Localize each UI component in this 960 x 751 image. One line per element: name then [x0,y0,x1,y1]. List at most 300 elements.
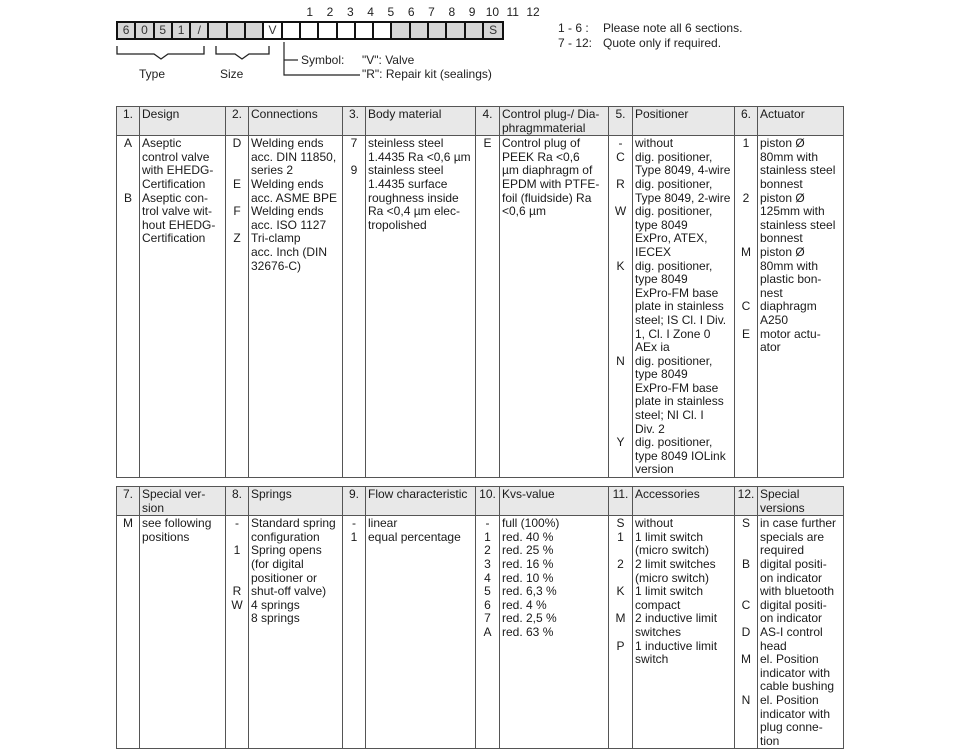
code-cell [356,23,374,38]
option-description-line: bonnest [760,231,803,246]
option-code-spacer [735,708,757,722]
option-description-line: A250 [760,312,789,327]
option-description-line: acc. ISO 1127 [251,217,327,232]
options-table-sections-7-12 [116,486,844,749]
option-code-spacer [117,151,139,165]
note-range-1: 1 - 6 : [558,21,589,35]
option-code: - [485,516,490,531]
option-description-line: switch [635,652,669,667]
option-code-spacer [476,178,499,192]
option-description-line: indicator with [760,665,831,680]
code-cell: V [264,23,282,38]
option-description-line: with EHEDG- [142,163,214,178]
option-description-line: control valve [142,149,210,164]
option-code: Y [616,435,625,450]
option-codes [609,136,633,478]
option-description-line: Type 8049, 4-wire [635,163,731,178]
option-description-line: type 8049 [635,367,688,382]
option-code-spacer [609,300,632,314]
option-description-line: AEx ia [635,340,670,355]
option-description-line: plug conne- [760,720,823,735]
table-header-row [117,107,844,136]
section-number: 4. [476,107,500,136]
section-title: Design [140,107,226,136]
option-code-spacer [609,192,632,206]
option-description-line: switches [635,624,682,639]
option-description-line: configuration [251,529,320,544]
section-title: Special versions [758,487,844,516]
code-cell [466,23,484,38]
size-label: Size [220,67,244,81]
option-description-line: compact [635,597,681,612]
section-number: 8. [226,487,249,516]
option-code-spacer [226,572,248,586]
code-cell: 0 [136,23,154,38]
option-description-line: steel; IS Cl. I Div. [635,312,727,327]
option-description-line: dig. positioner, [635,258,713,273]
code-cell: 1 [173,23,191,38]
option-description-line: red. 16 % [502,556,554,571]
option-code-spacer [735,667,757,681]
option-codes [476,516,500,749]
option-description-line: on indicator [760,570,823,585]
option-code: 9 [350,163,358,178]
section-number: 7. [117,487,140,516]
option-description-line: 1 limit switch [635,529,704,544]
option-description-line: Welding ends [251,136,324,151]
symbol-repair-text: "R": Repair kit (sealings) [362,67,492,81]
option-code: E [741,326,750,341]
option-description-line: red. 4 % [502,597,547,612]
option-code-spacer [609,599,632,613]
option-codes [476,136,500,478]
type-bracket-icon [116,44,206,62]
option-description-line: positioner or [251,570,318,585]
option-description-line: PEEK Ra <0,6 [502,149,580,164]
option-code: 1 [350,529,358,544]
option-code: A [483,624,492,639]
code-cell [283,23,301,38]
option-description-line: steinless steel [368,136,444,151]
option-description-line: 2 inductive limit [635,611,718,626]
option-description-line: see following [142,516,212,531]
option-description-line: 125mm with [760,204,825,219]
option-description-line: 1.4435 Ra <0,6 µm [368,149,471,164]
option-description-line: foil (fluidside) Ra [502,190,592,205]
code-cell [392,23,410,38]
option-code-spacer [609,164,632,178]
option-description-line: red. 63 % [502,624,554,639]
option-code-spacer [343,205,365,219]
section-title: Body material [366,107,476,136]
option-code: 7 [350,136,358,151]
option-code: C [616,149,625,164]
option-code-spacer [735,721,757,735]
section-title: Special ver-sion [140,487,226,516]
option-description-line: 8 springs [251,611,300,626]
option-code: 2 [617,556,624,571]
option-code: 1 [233,543,241,558]
option-code-spacer [226,558,248,572]
option-code: 6 [484,597,491,612]
option-code: W [614,204,627,219]
option-descriptions [249,516,343,749]
option-code-spacer [117,531,139,545]
option-code-spacer [735,735,757,749]
code-cell [374,23,392,38]
position-number: 3 [346,5,354,19]
section-title: Kvs-value [500,487,609,516]
option-code-spacer [476,205,499,219]
option-code-spacer [609,423,632,437]
option-code-spacer [735,260,757,274]
option-codes [117,516,140,749]
option-description-line: Aseptic con- [142,190,209,205]
code-cell: 5 [155,23,173,38]
option-code: P [616,638,625,653]
option-description-line: 4 springs [251,597,300,612]
section-number: 3. [343,107,366,136]
option-code: M [123,516,133,531]
option-description-line: 1 inductive limit [635,638,718,653]
position-number: 6 [407,5,415,19]
position-number: 1 [306,5,314,19]
option-description-line: stainless steel [760,217,836,232]
option-description-line: plate in stainless [635,394,724,409]
option-description-line: trol valve wit- [142,204,213,219]
option-code-spacer [735,640,757,654]
option-code: F [233,204,241,219]
option-code-spacer [226,164,248,178]
position-number: 4 [367,5,374,19]
option-code-spacer [609,382,632,396]
option-code-spacer [609,395,632,409]
option-description-line: diaphragm [760,299,817,314]
option-code-spacer [609,626,632,640]
option-description-line: type 8049 [635,217,688,232]
option-description-line: acc. ASME BPE [251,190,338,205]
option-description-line: full (100%) [502,516,560,531]
option-code-spacer [735,151,757,165]
option-code-spacer [609,219,632,233]
section-title: Control plug-/ Dia-phragmmaterial [500,107,609,136]
option-descriptions [758,136,844,478]
option-code: 1 [484,529,491,544]
option-code: 1 [617,529,624,544]
option-description-line: 32676-C) [251,258,302,273]
option-descriptions [249,136,343,478]
code-cell [429,23,447,38]
position-number: 11 [506,5,519,19]
option-description-line: piston Ø [760,190,805,205]
option-description-line: version [635,462,674,477]
section-title: Connections [249,107,343,136]
option-description-line: Type 8049, 2-wire [635,190,731,205]
section-number: 2. [226,107,249,136]
option-description-line: (for digital [251,556,304,571]
note-text-2: Quote only if required. [603,36,722,50]
code-cell: / [191,23,209,38]
option-description-line: stainless steel [760,163,836,178]
option-description-line: Standard spring [251,516,336,531]
option-code: D [232,136,242,151]
option-descriptions [500,136,609,478]
option-code: N [741,692,751,707]
position-number: 8 [448,5,456,19]
option-code-spacer [609,341,632,355]
option-description-line: linear [368,516,398,531]
option-description-line: steel; NI Cl. I [635,408,704,423]
option-description-line: head [760,638,787,653]
option-code-spacer [609,328,632,342]
option-code-spacer [476,164,499,178]
option-description-line: Div. 2 [635,421,665,436]
option-code-spacer [735,273,757,287]
size-bracket-icon [215,44,271,62]
option-code-spacer [735,314,757,328]
option-description-line: in case further [760,516,837,531]
option-description-line: piston Ø [760,136,805,151]
section-number: 11. [609,487,633,516]
option-description-line: equal percentage [368,529,461,544]
code-cell [338,23,356,38]
option-description-line: digital positi- [760,556,827,571]
option-code-spacer [117,178,139,192]
option-description-line: cable bushing [760,679,835,694]
option-code-spacer [735,232,757,246]
option-description-line: AS-I control [760,624,823,639]
option-code: 5 [484,584,491,599]
option-code-spacer [735,205,757,219]
option-descriptions [633,136,735,478]
option-code-spacer [476,192,499,206]
option-description-line: dig. positioner, [635,353,713,368]
option-description-line: Certification [142,231,206,246]
option-description-line: el. Position [760,692,819,707]
option-code: D [741,624,751,639]
table-header-row [117,487,844,516]
option-description-line: roughness inside [368,190,459,205]
position-number: 5 [387,5,395,19]
option-description-line: red. 2,5 % [502,611,557,626]
option-code-spacer [609,653,632,667]
option-code-spacer [226,246,248,260]
option-description-line: red. 25 % [502,543,554,558]
option-description-line: Control plug of [502,136,581,151]
section-number: 1. [117,107,140,136]
option-code: 7 [484,611,491,626]
option-code: 2 [484,543,491,558]
section-number: 5. [609,107,633,136]
option-codes [226,516,249,749]
option-descriptions [140,136,226,478]
option-description-line: motor actu- [760,326,821,341]
option-description-line: Tri-clamp [251,231,301,246]
option-description-line: digital positi- [760,597,827,612]
option-codes [226,136,249,478]
type-label: Type [139,67,166,81]
option-description-line: dig. positioner, [635,204,713,219]
option-description-line: bonnest [760,176,803,191]
option-code-spacer [343,178,365,192]
table-body-row [117,516,844,749]
section-number: 10. [476,487,500,516]
option-code-spacer [735,164,757,178]
option-description-line: Certification [142,176,206,191]
option-description-line: dig. positioner, [635,176,713,191]
option-description-line: Ra <0,4 µm elec- [368,204,460,219]
position-number: 12 [526,5,540,19]
code-cell [447,23,465,38]
option-description-line: acc. Inch (DIN [251,244,328,259]
code-cell [301,23,319,38]
section-title: Flow characteristic [366,487,476,516]
option-description-line: red. 40 % [502,529,554,544]
option-code: K [616,258,625,273]
option-description-line: (micro switch) [635,570,709,585]
note-text-1: Please note all 6 sections. [603,21,743,35]
option-code-spacer [117,219,139,233]
option-code-spacer [343,151,365,165]
option-code-spacer [735,585,757,599]
option-code-spacer [735,544,757,558]
option-code-spacer [476,151,499,165]
option-code: E [483,136,492,151]
option-code-spacer [609,232,632,246]
option-code-spacer [735,341,757,355]
option-descriptions [366,516,476,749]
symbol-label: Symbol: [301,53,345,67]
code-cell [411,23,429,38]
option-description-line: IECEX [635,244,672,259]
option-description-line: ExPro, ATEX, [635,231,708,246]
option-description-line: tropolished [368,217,427,232]
option-description-line: ExPro-FM base [635,380,719,395]
option-descriptions [366,136,476,478]
option-code: N [616,353,625,368]
code-cell [228,23,246,38]
option-description-line: specials are [760,529,825,544]
option-description-line: plate in stainless [635,299,724,314]
option-code: R [232,584,242,599]
option-description-line: <0,6 µm [502,204,546,219]
option-code-spacer [117,232,139,246]
option-code: M [615,611,626,626]
option-description-line: 2 limit switches [635,556,716,571]
options-table-sections-1-6 [116,106,844,478]
option-code-spacer [226,260,248,274]
option-description-line: type 8049 IOLink [635,448,726,463]
option-description-line: on indicator [760,611,823,626]
option-code: M [741,244,751,259]
option-code-spacer [343,192,365,206]
option-code-spacer [609,368,632,382]
option-description-line: tion [760,733,780,748]
option-code-spacer [735,572,757,586]
position-number: 9 [468,5,476,19]
option-description-line: series 2 [251,163,294,178]
option-description-line: ator [760,340,781,355]
option-code-spacer [226,531,248,545]
code-cell [319,23,337,38]
table-body-row [117,136,844,478]
option-description-line: hout EHEDG- [142,217,216,232]
option-description-line: 80mm with [760,149,819,164]
option-description-line: Welding ends [251,204,324,219]
option-code: C [741,299,751,314]
option-description-line: el. Position [760,652,819,667]
option-code-spacer [735,287,757,301]
option-code: M [741,652,751,667]
code-cell: 6 [118,23,136,38]
option-code-spacer [226,151,248,165]
order-code-strip [116,21,504,40]
symbol-valve-text: "V": Valve [362,53,415,67]
option-code-spacer [117,205,139,219]
option-description-line: positions [142,529,190,544]
option-codes [735,516,758,749]
code-cell [209,23,227,38]
option-codes [343,516,366,749]
option-code: 2 [742,190,750,205]
position-number: 10 [485,5,500,19]
option-description-line: indicator with [760,706,831,721]
option-description-line: acc. DIN 11850, [251,149,337,164]
section-title: Positioner [633,107,735,136]
option-code: E [232,176,241,191]
option-description-line: required [760,543,805,558]
option-code-spacer [735,612,757,626]
section-number: 12. [735,487,758,516]
option-code: S [616,516,625,531]
option-code-spacer [609,572,632,586]
option-description-line: Spring opens [251,543,322,558]
option-code: B [741,556,750,571]
option-description-line: µm diaphragm of [502,163,593,178]
option-description-line: without [635,136,674,151]
option-description-line: 1, Cl. I Zone 0 [635,326,711,341]
option-description-line: piston Ø [760,244,805,259]
option-codes [609,516,633,749]
code-cell [246,23,264,38]
option-code: S [741,516,750,531]
option-description-line: nest [760,285,783,300]
option-description-line: 1 limit switch [635,584,704,599]
section-number: 9. [343,487,366,516]
option-code-spacer [226,219,248,233]
option-description-line: plastic bon- [760,272,822,287]
option-code: C [741,597,751,612]
section-title: Actuator [758,107,844,136]
option-description-line: (micro switch) [635,543,709,558]
option-descriptions [758,516,844,749]
option-descriptions [140,516,226,749]
option-description-line: without [635,516,674,531]
option-code: W [231,597,243,612]
option-code-spacer [735,531,757,545]
option-description-line: 1.4435 surface [368,176,448,191]
option-description-line: dig. positioner, [635,149,713,164]
option-description-line: EPDM with PTFE- [502,176,600,191]
position-number: 7 [428,5,435,19]
option-code-spacer [609,409,632,423]
option-code: B [123,190,132,205]
option-code: 1 [742,136,750,151]
section-number: 6. [735,107,758,136]
option-descriptions [633,516,735,749]
option-code-spacer [609,273,632,287]
option-description-line: red. 6,3 % [502,584,557,599]
